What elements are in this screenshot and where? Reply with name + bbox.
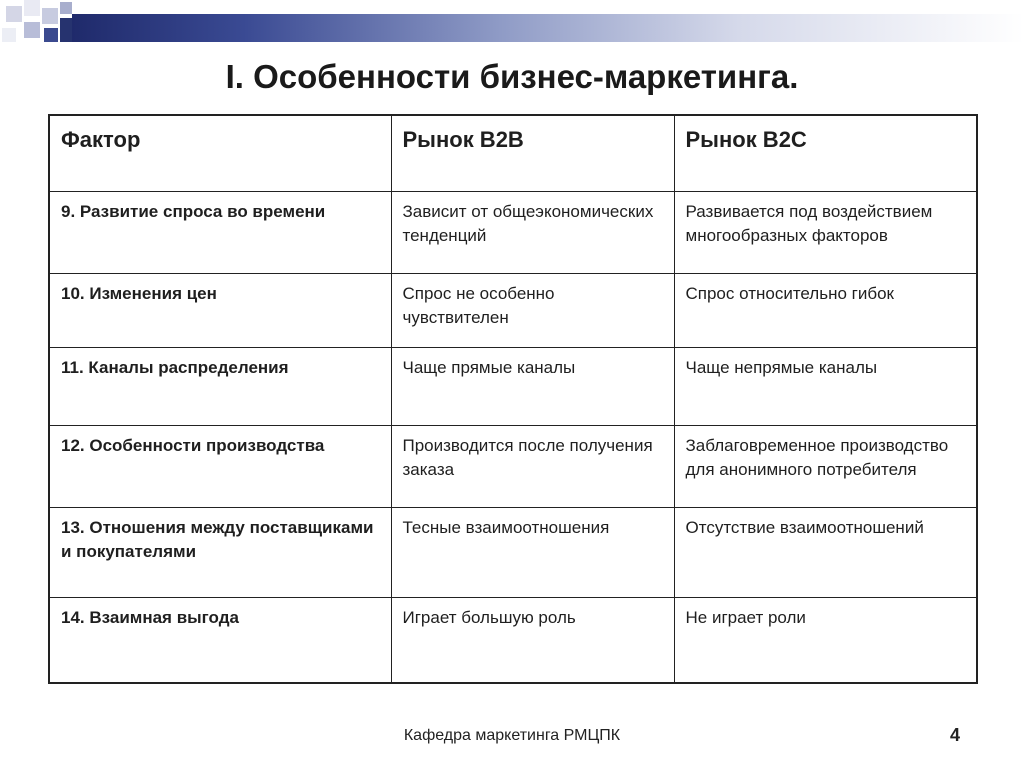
factor-cell: 11. Каналы распределения [49, 347, 391, 425]
decorative-square [24, 22, 40, 38]
b2b-cell: Производится после получения заказа [391, 425, 674, 507]
b2c-cell: Развивается под воздействием многообразных факторов [674, 191, 977, 273]
decorative-square [24, 0, 40, 16]
factor-cell: 14. Взаимная выгода [49, 597, 391, 683]
b2c-cell: Спрос относительно гибок [674, 273, 977, 347]
b2b-cell: Чаще прямые каналы [391, 347, 674, 425]
factor-cell: 9. Развитие спроса во времени [49, 191, 391, 273]
decorative-square [60, 2, 72, 14]
header-decoration [0, 0, 1024, 46]
decorative-square [44, 28, 58, 42]
header-cell-b2c: Рынок B2C [674, 115, 977, 191]
b2b-cell: Играет большую роль [391, 597, 674, 683]
decorative-square [6, 6, 22, 22]
b2c-cell: Чаще непрямые каналы [674, 347, 977, 425]
table-row [49, 425, 977, 507]
table-row [49, 597, 977, 683]
factor-cell: 13. Отношения между поставщиками и покупателями [49, 507, 391, 597]
b2c-cell: Отсутствие взаимоотношений [674, 507, 977, 597]
decorative-square [2, 28, 16, 42]
b2c-cell: Заблаговременное производство для анонимного потребителя [674, 425, 977, 507]
b2b-cell: Зависит от общеэкономических тенденций [391, 191, 674, 273]
decorative-square [42, 8, 58, 24]
page-number: 4 [950, 725, 961, 745]
factor-cell: 10. Изменения цен [49, 273, 391, 347]
header-cell-factor: Фактор [49, 115, 391, 191]
b2c-cell: Не играет роли [674, 597, 977, 683]
table-header-row [49, 115, 977, 191]
b2b-cell: Тесные взаимоотношения [391, 507, 674, 597]
footer-department: Кафедра маркетинга РМЦПК [403, 727, 621, 744]
decorative-square [60, 18, 72, 42]
table-row [49, 273, 977, 347]
header-cell-b2b: Рынок B2B [391, 115, 674, 191]
b2b-cell: Спрос не особенно чувствителен [391, 273, 674, 347]
table-row [49, 507, 977, 597]
table-row [49, 347, 977, 425]
table-row [49, 191, 977, 273]
slide-title: I. Особенности бизнес-маркетинга. [225, 58, 799, 95]
factor-cell: 12. Особенности производства [49, 425, 391, 507]
header-gradient-bar [72, 14, 1024, 42]
comparison-table [48, 114, 978, 684]
